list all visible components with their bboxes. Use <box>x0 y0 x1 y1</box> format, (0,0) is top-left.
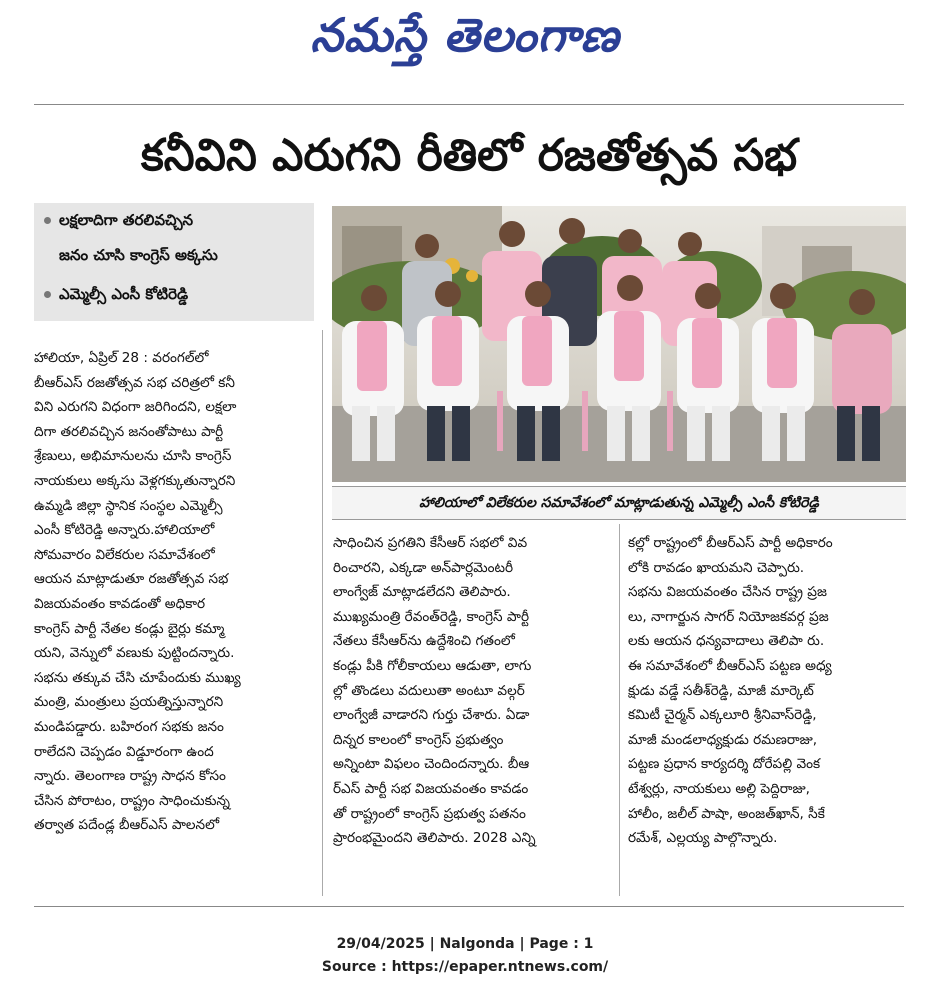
group-photo-illustration <box>332 206 906 482</box>
news-photo <box>332 206 906 482</box>
article-line: విజయవంతం కావడంతో అధికార <box>34 595 206 612</box>
article-line: అన్నింటా విఫలం చెందిందన్నారు. బీఆ <box>333 756 530 773</box>
article-line: క్షుడు వడ్డే సతీశ్‌రెడ్డి, మాజీ మార్కెట్ <box>628 682 814 699</box>
article-line: నాయకులు అక్కసు వెళ్లగక్కుతున్నారని <box>34 472 236 489</box>
article-line: రించారని, ఎక్కడా అన్‌పార్లమెంటరీ <box>333 559 514 576</box>
article-line: దిగా తరలివచ్చిన జనంతోపాటు పార్టీ <box>34 423 224 440</box>
article-line: ర్‌ఎస్ పార్టీ సభ విజయవంతం కావడం <box>333 780 529 797</box>
bullet-icon <box>44 291 51 298</box>
newspaper-logo: నమస్తే తెలంగాణ <box>310 8 620 62</box>
footer-meta: 29/04/2025 | Nalgonda | Page : 1 <box>336 936 594 952</box>
article-line: ఎంసీ కోటిరెడ్డి అన్నారు.హాలియాలో <box>34 522 215 539</box>
article-line: ఈ సమావేశంలో బీఆర్‌ఎస్ పట్టణ అధ్య <box>628 657 832 674</box>
article-line: మాజీ మండలాధ్యక్షుడు రమణరాజు, <box>628 731 818 748</box>
article-line: నేతలు కేసీఆర్‌ను ఉద్దేశించి గతంలో <box>333 633 515 650</box>
header-rule <box>34 104 904 105</box>
footer-source: Source : https://epaper.ntnews.com/ <box>321 959 609 975</box>
highlight-item: ఎమ్మెల్సీ ఎంసీ కోటిరెడ్డి <box>44 285 188 307</box>
highlight-item: లక్షలాదిగా తరలివచ్చిన <box>44 211 193 233</box>
article-line: యని, వెన్నులో వణుకు పుట్టిందన్నారు. <box>34 645 235 662</box>
article-column-2 <box>333 531 611 851</box>
article-line: లు, నాగార్జున సాగర్ నియోజకవర్గ ప్రజ <box>628 608 829 625</box>
article-line: లకు ఆయన ధన్యవాదాలు తెలిపా రు. <box>628 633 825 650</box>
column-divider <box>619 524 620 896</box>
article-line: రాలేదని చెప్పడం విడ్డూరంగా ఉంద <box>34 743 214 760</box>
article-line: కాంగ్రెస్ పార్టీ నేతల కండ్లు బైర్లు కమ్మా <box>34 620 225 637</box>
article-line: ముఖ్యమంత్రి రేవంత్‌రెడ్డి, కాంగ్రెస్ పార్టీ <box>333 608 530 625</box>
article-line: మంత్రి, మంత్రులు ప్రయత్నిస్తున్నారని <box>34 694 224 711</box>
highlights-box <box>34 203 314 321</box>
masthead <box>0 0 930 90</box>
article-line: విని ఎరుగని విధంగా జరిగిందని, లక్షలా <box>34 399 237 416</box>
footer-rule <box>34 906 904 907</box>
article-line: దిన్నర కాలంలో కాంగ్రెస్ ప్రభుత్వం <box>333 731 504 748</box>
article-line: తర్వాత పదేండ్ల బీఆర్‌ఎస్ పాలనలో <box>34 817 220 834</box>
article-line: ఉమ్మడి జిల్లా స్థానిక సంస్థల ఎమ్మెల్సీ <box>34 497 223 514</box>
article-line: ల్లో తొండలు వదులుతా అంటూ వల్గర్ <box>333 682 525 699</box>
article-column-1 <box>34 346 312 838</box>
bullet-icon <box>44 217 51 224</box>
article-line: కండ్లు పీకి గోలీకాయలు ఆడుతా, లాగు <box>333 657 532 674</box>
article-line: లాంగ్వేజీ వాడారని గుర్తు చేశారు. ఏడా <box>333 707 530 724</box>
article-line: హాలీం, జలీల్ పాషా, అంజత్‌ఖాన్, సీకే <box>628 805 825 822</box>
article-line: టేశ్వర్లు, నాయకులు అల్లి పెద్దిరాజు, <box>628 780 810 797</box>
article-line: లాంగ్వేజ్ మాట్లాడలేదని తెలిపారు. <box>333 584 511 601</box>
column-divider <box>322 330 323 896</box>
article-line: తో రాష్ట్రంలో కాంగ్రెస్ ప్రభుత్వ పతనం <box>333 805 526 822</box>
article-line: కల్లో రాష్ట్రంలో బీఆర్‌ఎస్ పార్టీ అధికారం <box>628 535 833 551</box>
article-line: హాలియా, ఏప్రిల్ 28 : వరంగల్‌లో <box>34 350 209 366</box>
article-line: శ్రేణులు, అభిమానులను చూసి కాంగ్రెస్ <box>34 448 232 465</box>
article-line: న్నారు. తెలంగాణ రాష్ట్ర సాధన కోసం <box>34 768 226 785</box>
article-line: సభను విజయవంతం చేసిన రాష్ట్ర ప్రజ <box>628 584 827 601</box>
article-line: చేసిన పోరాటం, రాష్ట్రం సాధించుకున్న <box>34 792 230 809</box>
article-line: రమేశ్, ఎల్లయ్య పాల్గొన్నారు. <box>628 830 778 847</box>
photo-caption: హాలియాలో విలేకరుల సమావేశంలో మాట్లాడుతున్న ఎమ్మెల్సీ ఎంసీ కోటిరెడ్డి <box>332 486 906 520</box>
article-column-3 <box>628 531 906 851</box>
article-line: పట్టణ ప్రధాన కార్యదర్శి దోరేపల్లి వెంక <box>628 756 821 773</box>
article-line: సాధించిన ప్రగతిని కేసీఆర్ సభలో వివ <box>333 535 528 551</box>
article-line: సభను తక్కువ చేసి చూపేందుకు ముఖ్య <box>34 669 241 686</box>
headline: కనీవిని ఎరుగని రీతిలో రజతోత్సవ సభ <box>140 130 798 181</box>
article-line: బీఆర్‌ఎస్ రజతోత్సవ సభ చరిత్రలో కనీ <box>34 374 235 391</box>
highlight-item: జనం చూసి కాంగ్రెస్ అక్కసు <box>59 246 218 264</box>
article-line: మండిపడ్డారు. బహిరంగ సభకు జనం <box>34 718 224 735</box>
article-line: లోకి రావడం ఖాయమని చెప్పారు. <box>628 559 805 576</box>
article-line: కమిటీ చైర్మన్ ఎక్కలూరి శ్రీనివాస్‌రెడ్డి, <box>628 707 817 724</box>
article-line: ప్రారంభమైందని తెలిపారు. 2028 ఎన్ని <box>333 830 536 847</box>
article-line: ఆయన మాట్లాడుతూ రజతోత్సవ సభ <box>34 571 229 588</box>
article-line: సోమవారం విలేకరుల సమావేశంలో <box>34 546 215 563</box>
